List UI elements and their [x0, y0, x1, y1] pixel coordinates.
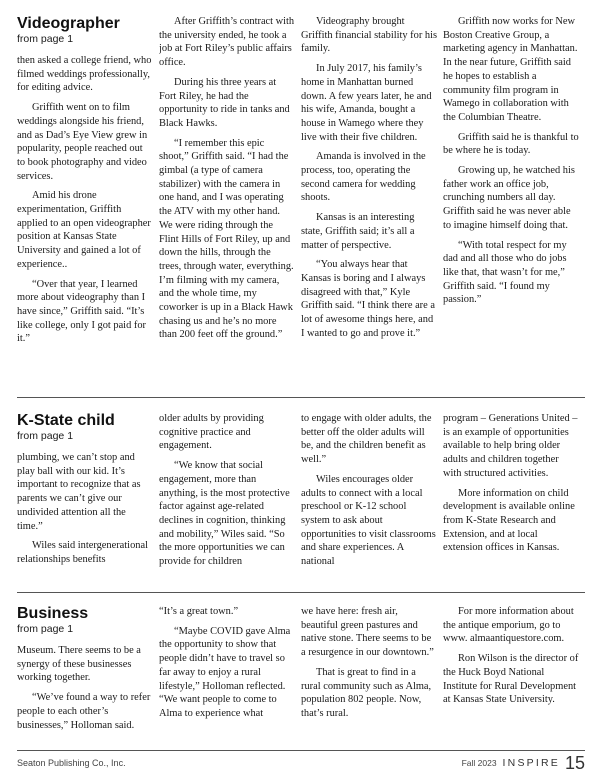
column-4: [443, 605, 585, 745]
paragraph: In July 2017, his family’s home in Manhattan burned down. A few years later, he and his wife, Amanda, bought a house in Wamego where they live with their five children.: [301, 63, 432, 143]
paragraph: Amid his drone experimentation, Griffith applied to an open videographer position at Kansas State University and gained a lot of experience..: [17, 190, 151, 270]
section-heading: Videographer: [17, 15, 120, 32]
paragraph: “Over that year, I learned more about videography than I have since,” Griffith said. “It’s like college, only I got paid for it.”: [17, 278, 146, 345]
paragraph: Kansas is an interesting state, Griffith said; it’s all a matter of perspective.: [301, 212, 415, 251]
section-heading: K-State child: [17, 412, 115, 429]
column-2: [159, 412, 301, 582]
section-business: [17, 605, 585, 745]
section-subheading: from page 1: [17, 623, 74, 635]
paragraph: “I remember this epic shoot,” Griffith said. “I had the gimbal (a type of camera stabilizer) with the camera in one hand, and I was operating the ATV with my other hand. We were riding through the Flint Hills of Fort Riley, up and down the hills, through the trees, through water, everything. I’m filming with my camera, and the whole time, my coworker is up in a Black Hawk chasing us and he’s no more than 200 feet off the ground.”: [159, 137, 294, 341]
paragraph: we have here: fresh air, beautiful green pastures and native stone. There seems to be a resurgence in our downtown.”: [301, 606, 434, 659]
paragraph: “It’s a great town.”: [159, 606, 239, 617]
paragraph: Wiles said intergenerational relationships benefits: [17, 540, 148, 565]
column-4: [443, 412, 585, 582]
page-footer: [17, 752, 585, 774]
column-3: [301, 15, 443, 383]
publisher-name: Seaton Publishing Co., Inc.: [17, 758, 126, 768]
paragraph: “We know that social engagement, more than anything, is the most protective factor against age-related declines in cognition, thinking and mobility,” Wiles said. “So the more opportunities we can provide for children: [159, 460, 290, 568]
issue-season: Fall 2023: [461, 758, 497, 768]
column-1: [17, 412, 159, 582]
column-4: [443, 15, 585, 383]
footer-divider: [17, 750, 585, 751]
paragraph: Wiles encourages older adults to connect with a local preschool or K-12 school system to ask about opportunities to visit classrooms and share experiences. A national: [301, 473, 436, 568]
paragraph: During his three years at Fort Riley, he had the opportunity to ride in tanks and Black Hawks.: [159, 76, 290, 129]
section-subheading: from page 1: [17, 430, 74, 442]
section-divider: [17, 397, 585, 398]
column-2: [159, 15, 301, 383]
section-divider: [17, 592, 585, 593]
paragraph: “You always hear that Kansas is boring and I always disagreed with that,” Kyle Griffith said. “I think there are a lot of awesome things here, and I wanted to go and prove it.”: [301, 259, 435, 339]
paragraph: plumbing, we can’t stop and play ball with our kid. It’s important to recognize that as parents we can’t give our undivided attention all the time.”: [17, 452, 141, 532]
column-1: [17, 605, 159, 745]
magazine-name: INSPIRE: [502, 757, 560, 769]
paragraph: That is great to find in a rural community such as Alma, population 802 people. Now, that’s rural.: [301, 666, 432, 719]
section-heading: Business: [17, 605, 89, 622]
paragraph: More information on child development is available online from K-State Research and Extension, and at local extension offices in Kansas.: [443, 487, 575, 554]
paragraph: “Maybe COVID gave Alma the opportunity to show that people didn’t have to travel so far away to enjoy a rural lifestyle,” Holloman reflected. “We want people to come to Alma to experience what: [159, 625, 291, 719]
paragraph: Museum. There seems to be a synergy of these businesses working together.: [17, 645, 141, 684]
paragraph: Videography brought Griffith financial stability for his family.: [301, 16, 438, 55]
paragraph: program – Generations United – is an example of opportunities available to help bring older adults and children together with structured activities.: [443, 413, 578, 479]
paragraph: Griffith said he is thankful to be where he is today.: [443, 131, 579, 157]
footer-right: [462, 754, 585, 772]
paragraph: Griffith now works for New Boston Creative Group, a marketing agency in Manhattan. In the near future, Griffith said he hopes to establish a community film program in Wamego in collaboration with the Columbian Theatre.: [443, 16, 578, 123]
column-3: [301, 605, 443, 745]
paragraph: “We’ve found a way to refer people to each other’s businesses,” Holloman said.: [17, 692, 151, 731]
paragraph: Growing up, he watched his father work an office job, crunching numbers all day. Griffith said he was never able to imagine himself doing that.: [443, 165, 575, 231]
paragraph: Amanda is involved in the process, too, operating the second camera for wedding shoots.: [301, 151, 426, 204]
column-1: [17, 15, 159, 383]
paragraph: Griffith went on to film weddings alongside his friend, and as Dad’s Eye View grew in popularity, people reached out to book photography and video services.: [17, 102, 148, 182]
paragraph: older adults by providing cognitive practice and engagement.: [159, 413, 264, 452]
section-videographer: [17, 15, 585, 383]
paragraph: “With total respect for my dad and all those who do jobs like that, that wasn’t for me,” Griffith said. “I found my passion.”: [443, 239, 567, 306]
paragraph: then asked a college friend, who filmed weddings professionally, for editing advice.: [17, 55, 152, 94]
section-k-state-child: [17, 412, 585, 582]
paragraph: After Griffith’s contract with the university ended, he took a job at Fort Riley’s public affairs office.: [159, 16, 295, 69]
section-subheading: from page 1: [17, 33, 74, 45]
column-3: [301, 412, 443, 582]
column-2: [159, 605, 301, 745]
paragraph: For more information about the antique emporium, go to www. almaantiquestore.com.: [443, 606, 574, 645]
page-number: 15: [564, 753, 585, 773]
paragraph: to engage with older adults, the better off the older adults will be, and the children benefit as well.”: [301, 413, 432, 466]
paragraph: Ron Wilson is the director of the Huck Boyd National Institute for Rural Development at Kansas State University.: [443, 653, 579, 706]
